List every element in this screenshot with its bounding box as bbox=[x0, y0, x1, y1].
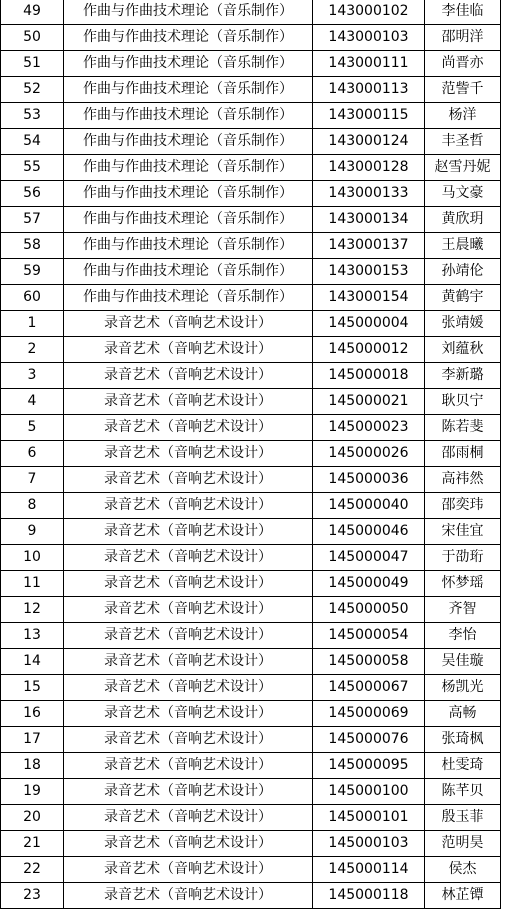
exam-id-cell: 145000023 bbox=[313, 415, 425, 441]
student-name-cell: 吴佳璇 bbox=[425, 649, 501, 675]
row-number-cell: 2 bbox=[1, 337, 64, 363]
exam-id-cell: 143000153 bbox=[313, 259, 425, 285]
major-cell: 录音艺术（音响艺术设计） bbox=[64, 545, 313, 571]
exam-id-cell: 143000134 bbox=[313, 207, 425, 233]
student-name-cell: 刘蕴秋 bbox=[425, 337, 501, 363]
student-name-cell: 李怡 bbox=[425, 623, 501, 649]
exam-id-cell: 145000076 bbox=[313, 727, 425, 753]
table-row bbox=[1, 285, 501, 311]
row-number-cell: 53 bbox=[1, 103, 64, 129]
exam-id-cell: 143000103 bbox=[313, 25, 425, 51]
table-row bbox=[1, 675, 501, 701]
table-row bbox=[1, 181, 501, 207]
student-name-cell: 陈芊贝 bbox=[425, 779, 501, 805]
major-cell: 录音艺术（音响艺术设计） bbox=[64, 467, 313, 493]
student-name-cell: 于劭珩 bbox=[425, 545, 501, 571]
exam-id-cell: 145000004 bbox=[313, 311, 425, 337]
exam-id-cell: 143000128 bbox=[313, 155, 425, 181]
student-name-cell: 耿贝宁 bbox=[425, 389, 501, 415]
student-name-cell: 怀梦瑶 bbox=[425, 571, 501, 597]
student-name-cell: 宋佳宜 bbox=[425, 519, 501, 545]
row-number-cell: 56 bbox=[1, 181, 64, 207]
exam-id-cell: 145000046 bbox=[313, 519, 425, 545]
row-number-cell: 22 bbox=[1, 857, 64, 883]
major-cell: 录音艺术（音响艺术设计） bbox=[64, 519, 313, 545]
table-row bbox=[1, 467, 501, 493]
table-row bbox=[1, 753, 501, 779]
student-name-cell: 杨洋 bbox=[425, 103, 501, 129]
major-cell: 录音艺术（音响艺术设计） bbox=[64, 623, 313, 649]
major-cell: 作曲与作曲技术理论（音乐制作） bbox=[64, 77, 313, 103]
exam-id-cell: 143000137 bbox=[313, 233, 425, 259]
student-name-cell: 陈若斐 bbox=[425, 415, 501, 441]
exam-id-cell: 145000100 bbox=[313, 779, 425, 805]
exam-id-cell: 145000040 bbox=[313, 493, 425, 519]
exam-id-cell: 143000154 bbox=[313, 285, 425, 311]
table-row bbox=[1, 363, 501, 389]
student-name-cell: 殷玉菲 bbox=[425, 805, 501, 831]
exam-id-cell: 145000047 bbox=[313, 545, 425, 571]
exam-id-cell: 145000050 bbox=[313, 597, 425, 623]
major-cell: 录音艺术（音响艺术设计） bbox=[64, 701, 313, 727]
table-row bbox=[1, 831, 501, 857]
student-name-cell: 侯杰 bbox=[425, 857, 501, 883]
table-row bbox=[1, 597, 501, 623]
table-row bbox=[1, 207, 501, 233]
major-cell: 录音艺术（音响艺术设计） bbox=[64, 311, 313, 337]
table-row bbox=[1, 155, 501, 181]
row-number-cell: 19 bbox=[1, 779, 64, 805]
table-row bbox=[1, 389, 501, 415]
row-number-cell: 50 bbox=[1, 25, 64, 51]
major-cell: 录音艺术（音响艺术设计） bbox=[64, 727, 313, 753]
major-cell: 录音艺术（音响艺术设计） bbox=[64, 493, 313, 519]
major-cell: 录音艺术（音响艺术设计） bbox=[64, 675, 313, 701]
exam-id-cell: 145000103 bbox=[313, 831, 425, 857]
student-name-cell: 高畅 bbox=[425, 701, 501, 727]
student-name-cell: 李新璐 bbox=[425, 363, 501, 389]
student-name-cell: 黄欣玥 bbox=[425, 207, 501, 233]
major-cell: 作曲与作曲技术理论（音乐制作） bbox=[64, 207, 313, 233]
student-name-cell: 赵雪丹妮 bbox=[425, 155, 501, 181]
table-body bbox=[1, 0, 501, 909]
major-cell: 录音艺术（音响艺术设计） bbox=[64, 337, 313, 363]
exam-id-cell: 145000067 bbox=[313, 675, 425, 701]
row-number-cell: 11 bbox=[1, 571, 64, 597]
row-number-cell: 1 bbox=[1, 311, 64, 337]
student-name-cell: 丰圣哲 bbox=[425, 129, 501, 155]
table-row bbox=[1, 545, 501, 571]
exam-id-cell: 143000124 bbox=[313, 129, 425, 155]
student-name-cell: 孙靖伦 bbox=[425, 259, 501, 285]
exam-id-cell: 145000069 bbox=[313, 701, 425, 727]
major-cell: 作曲与作曲技术理论（音乐制作） bbox=[64, 25, 313, 51]
major-cell: 录音艺术（音响艺术设计） bbox=[64, 831, 313, 857]
table-row bbox=[1, 25, 501, 51]
student-name-cell: 齐智 bbox=[425, 597, 501, 623]
table-row bbox=[1, 571, 501, 597]
student-name-cell: 杜雯琦 bbox=[425, 753, 501, 779]
row-number-cell: 57 bbox=[1, 207, 64, 233]
major-cell: 录音艺术（音响艺术设计） bbox=[64, 389, 313, 415]
row-number-cell: 17 bbox=[1, 727, 64, 753]
student-name-cell: 马文豪 bbox=[425, 181, 501, 207]
exam-id-cell: 145000054 bbox=[313, 623, 425, 649]
table-row bbox=[1, 129, 501, 155]
row-number-cell: 3 bbox=[1, 363, 64, 389]
exam-id-cell: 145000021 bbox=[313, 389, 425, 415]
student-name-cell: 杨凯光 bbox=[425, 675, 501, 701]
student-name-cell: 张靖媛 bbox=[425, 311, 501, 337]
row-number-cell: 23 bbox=[1, 883, 64, 909]
table-row bbox=[1, 649, 501, 675]
row-number-cell: 49 bbox=[1, 0, 64, 25]
row-number-cell: 15 bbox=[1, 675, 64, 701]
student-name-cell: 张琦枫 bbox=[425, 727, 501, 753]
table-row bbox=[1, 51, 501, 77]
major-cell: 作曲与作曲技术理论（音乐制作） bbox=[64, 0, 313, 25]
student-name-cell: 王晨曦 bbox=[425, 233, 501, 259]
row-number-cell: 55 bbox=[1, 155, 64, 181]
table-row bbox=[1, 857, 501, 883]
row-number-cell: 7 bbox=[1, 467, 64, 493]
row-number-cell: 9 bbox=[1, 519, 64, 545]
exam-id-cell: 145000114 bbox=[313, 857, 425, 883]
major-cell: 录音艺术（音响艺术设计） bbox=[64, 753, 313, 779]
row-number-cell: 4 bbox=[1, 389, 64, 415]
student-name-cell: 邵雨桐 bbox=[425, 441, 501, 467]
major-cell: 录音艺术（音响艺术设计） bbox=[64, 571, 313, 597]
table-row bbox=[1, 701, 501, 727]
exam-id-cell: 145000026 bbox=[313, 441, 425, 467]
row-number-cell: 51 bbox=[1, 51, 64, 77]
student-name-cell: 尚晋亦 bbox=[425, 51, 501, 77]
student-name-cell: 林芷镡 bbox=[425, 883, 501, 909]
major-cell: 录音艺术（音响艺术设计） bbox=[64, 363, 313, 389]
row-number-cell: 58 bbox=[1, 233, 64, 259]
exam-id-cell: 145000012 bbox=[313, 337, 425, 363]
exam-id-cell: 143000113 bbox=[313, 77, 425, 103]
major-cell: 作曲与作曲技术理论（音乐制作） bbox=[64, 51, 313, 77]
major-cell: 作曲与作曲技术理论（音乐制作） bbox=[64, 155, 313, 181]
table-row bbox=[1, 337, 501, 363]
exam-id-cell: 143000115 bbox=[313, 103, 425, 129]
table-row bbox=[1, 727, 501, 753]
table-row bbox=[1, 233, 501, 259]
table-row bbox=[1, 103, 501, 129]
row-number-cell: 10 bbox=[1, 545, 64, 571]
exam-id-cell: 145000018 bbox=[313, 363, 425, 389]
exam-id-cell: 143000102 bbox=[313, 0, 425, 25]
row-number-cell: 14 bbox=[1, 649, 64, 675]
student-name-cell: 邵明洋 bbox=[425, 25, 501, 51]
major-cell: 作曲与作曲技术理论（音乐制作） bbox=[64, 129, 313, 155]
row-number-cell: 18 bbox=[1, 753, 64, 779]
major-cell: 作曲与作曲技术理论（音乐制作） bbox=[64, 259, 313, 285]
table-row bbox=[1, 623, 501, 649]
exam-id-cell: 145000058 bbox=[313, 649, 425, 675]
table-row bbox=[1, 77, 501, 103]
row-number-cell: 6 bbox=[1, 441, 64, 467]
student-name-cell: 范明昊 bbox=[425, 831, 501, 857]
row-number-cell: 60 bbox=[1, 285, 64, 311]
major-cell: 作曲与作曲技术理论（音乐制作） bbox=[64, 285, 313, 311]
major-cell: 作曲与作曲技术理论（音乐制作） bbox=[64, 181, 313, 207]
major-cell: 录音艺术（音响艺术设计） bbox=[64, 883, 313, 909]
row-number-cell: 21 bbox=[1, 831, 64, 857]
major-cell: 作曲与作曲技术理论（音乐制作） bbox=[64, 103, 313, 129]
major-cell: 录音艺术（音响艺术设计） bbox=[64, 857, 313, 883]
table-row bbox=[1, 311, 501, 337]
exam-id-cell: 145000095 bbox=[313, 753, 425, 779]
row-number-cell: 8 bbox=[1, 493, 64, 519]
exam-id-cell: 145000118 bbox=[313, 883, 425, 909]
table-row bbox=[1, 805, 501, 831]
exam-id-cell: 143000133 bbox=[313, 181, 425, 207]
major-cell: 录音艺术（音响艺术设计） bbox=[64, 649, 313, 675]
row-number-cell: 20 bbox=[1, 805, 64, 831]
major-cell: 作曲与作曲技术理论（音乐制作） bbox=[64, 233, 313, 259]
row-number-cell: 5 bbox=[1, 415, 64, 441]
row-number-cell: 16 bbox=[1, 701, 64, 727]
student-name-cell: 黄鹤宇 bbox=[425, 285, 501, 311]
major-cell: 录音艺术（音响艺术设计） bbox=[64, 597, 313, 623]
table-row bbox=[1, 259, 501, 285]
table-row bbox=[1, 415, 501, 441]
table-row bbox=[1, 779, 501, 805]
major-cell: 录音艺术（音响艺术设计） bbox=[64, 805, 313, 831]
row-number-cell: 59 bbox=[1, 259, 64, 285]
major-cell: 录音艺术（音响艺术设计） bbox=[64, 415, 313, 441]
table-row bbox=[1, 519, 501, 545]
major-cell: 录音艺术（音响艺术设计） bbox=[64, 779, 313, 805]
exam-id-cell: 143000111 bbox=[313, 51, 425, 77]
student-name-cell: 李佳临 bbox=[425, 0, 501, 25]
student-name-cell: 范訾千 bbox=[425, 77, 501, 103]
exam-id-cell: 145000036 bbox=[313, 467, 425, 493]
exam-id-cell: 145000101 bbox=[313, 805, 425, 831]
row-number-cell: 52 bbox=[1, 77, 64, 103]
row-number-cell: 13 bbox=[1, 623, 64, 649]
major-cell: 录音艺术（音响艺术设计） bbox=[64, 441, 313, 467]
row-number-cell: 12 bbox=[1, 597, 64, 623]
exam-id-cell: 145000049 bbox=[313, 571, 425, 597]
student-name-cell: 高祎然 bbox=[425, 467, 501, 493]
table-row bbox=[1, 0, 501, 25]
student-name-cell: 邵奕玮 bbox=[425, 493, 501, 519]
table-row bbox=[1, 883, 501, 909]
row-number-cell: 54 bbox=[1, 129, 64, 155]
table-row bbox=[1, 493, 501, 519]
table-row bbox=[1, 441, 501, 467]
